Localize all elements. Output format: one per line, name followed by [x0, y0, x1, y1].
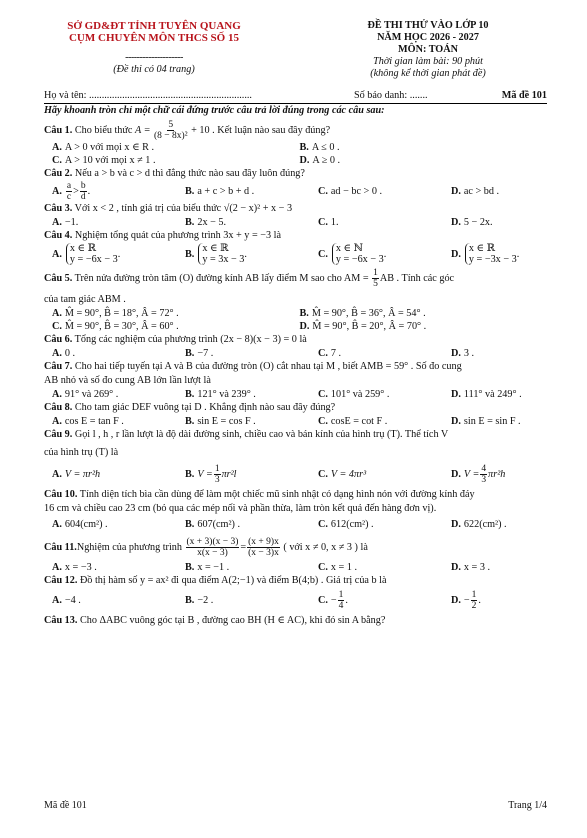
option-text: 0 . [64, 348, 76, 359]
option-letter: C. [318, 389, 328, 400]
option-letter: A. [52, 186, 62, 197]
option-text: V = πr²h [64, 469, 101, 480]
option-letter: B. [185, 389, 195, 400]
option-text: A ≤ 0 . [311, 142, 340, 153]
options [44, 415, 547, 428]
question-text-cont: của tam giác ABM . [44, 294, 126, 305]
option-text: A > 0 với mọi x ∈ R . [64, 142, 155, 153]
denominator: 3 [481, 475, 487, 485]
question-text-cont: của hình trụ (T) là [44, 447, 119, 458]
denominator: 5 [373, 279, 378, 289]
option-b[interactable] [185, 518, 318, 531]
option-letter: D. [451, 416, 461, 427]
fraction [372, 268, 379, 289]
question-number: Câu 5. [44, 272, 73, 284]
question-10 [44, 488, 547, 502]
option-letter: B. [185, 519, 195, 530]
fraction [247, 537, 280, 558]
options [44, 464, 547, 485]
question-text: Gọi l , h , r lần lượt là độ dài đường sinh, chiều cao và bán kính của hình trụ (T). Thể tích V [72, 429, 449, 440]
option-a[interactable] [52, 347, 185, 360]
question-5 [44, 268, 547, 289]
question-text: Đồ thị hàm số y = ax² đi qua điểm A(2;−1) và điểm B(4;b) . Giá trị của b là [77, 575, 387, 586]
option-letter: D. [451, 389, 461, 400]
option-a[interactable] [52, 181, 185, 202]
fraction [186, 537, 240, 558]
footer-exam-code: Mã đề 101 [44, 800, 87, 811]
option-text: sin E = sin F . [463, 416, 521, 427]
option-letter: A. [52, 595, 62, 606]
numerator: 1 [373, 268, 378, 278]
question-13 [44, 614, 547, 628]
cluster-name: CỤM CHUYÊN MÔN THCS SỐ 15 [68, 32, 239, 44]
option-letter: D. [451, 186, 461, 197]
option-letter: D. [451, 469, 461, 480]
option-b[interactable] [185, 464, 318, 485]
option-b[interactable] [185, 216, 318, 229]
subject: MÔN: TOÁN [398, 44, 458, 55]
option-c[interactable] [318, 518, 451, 531]
question-text: Trên nửa đường tròn tâm (O) đường kính AB lấy điểm M sao cho AM = [72, 272, 369, 284]
option-text: a + c > b + d . [197, 186, 255, 197]
system-row: x ∈ ℝ [69, 243, 97, 254]
options [44, 590, 547, 611]
system-row: x ∈ ℝ [202, 243, 229, 254]
option-letter: D. [451, 217, 461, 228]
option-a[interactable] [52, 216, 185, 229]
footer-page-number: Trang 1/4 [508, 800, 547, 811]
option-c[interactable]: C. − $\frac{1}{4}$ . [318, 590, 348, 611]
option-text: ad − bc > 0 . [330, 186, 383, 197]
options [44, 141, 547, 154]
equation-system [66, 243, 118, 265]
numerator: 4 [481, 464, 487, 474]
option-letter: C. [52, 155, 62, 166]
question-text: + 10 . Kết luận nào sau đây đúng? [191, 124, 331, 136]
denominator: 2 [471, 601, 477, 611]
option-text: 91° và 269° . [64, 389, 119, 400]
options [44, 518, 547, 531]
fraction [471, 590, 478, 611]
option-text: V = [197, 469, 213, 480]
numerator: 5 [168, 120, 174, 130]
option-letter: A. [52, 562, 62, 573]
question-4 [44, 229, 547, 243]
question-number: Câu 4. [44, 230, 73, 241]
candidate-info-line [44, 89, 547, 104]
exam-page [44, 20, 547, 628]
option-b[interactable] [185, 185, 318, 198]
question-number: Câu 8. [44, 402, 73, 413]
denominator: (x − 3)x [248, 548, 279, 558]
option-text: M̂ = 90°, B̂ = 36°, Â = 54° . [311, 308, 426, 319]
option-b[interactable] [185, 347, 318, 360]
punctuation: . [87, 186, 91, 197]
duration-note: (không kể thời gian phát đề) [370, 68, 486, 79]
option-letter: D. [451, 595, 461, 606]
question-8 [44, 401, 547, 415]
option-text: x = 1 . [330, 562, 358, 573]
option-a[interactable] [52, 388, 185, 401]
option-d[interactable] [300, 320, 548, 333]
system-row: x ∈ ℕ [335, 243, 363, 254]
option-letter: D. [451, 348, 461, 359]
exam-header [44, 20, 547, 80]
numerator: a [66, 181, 72, 191]
header-dashes: -------------------- [125, 52, 183, 63]
question-number: Câu 1. [44, 124, 73, 136]
option-letter: D. [299, 321, 310, 332]
option-c[interactable] [52, 320, 300, 333]
punctuation: . [244, 248, 247, 260]
numerator: (x + 9)x [248, 537, 279, 547]
options [44, 561, 547, 574]
option-b[interactable] [185, 561, 318, 574]
operator: = [240, 541, 247, 553]
question-number: Câu 2. [44, 168, 73, 179]
option-a[interactable] [52, 518, 185, 531]
option-letter: A. [52, 416, 62, 427]
punctuation: . [117, 248, 121, 260]
option-text: cos E = tan F . [64, 416, 124, 427]
option-a[interactable] [52, 243, 185, 265]
system-row: x ∈ ℝ [468, 243, 496, 254]
option-d[interactable] [451, 185, 499, 198]
option-text: −4 . [64, 595, 81, 606]
question-text: Cho ΔABC vuông góc tại B , đường cao BH (H ∈ AC), khi đó sin A bằng? [77, 615, 386, 626]
question-text: AB . Tính các góc [379, 272, 455, 284]
school-year: NĂM HỌC 2026 - 2027 [377, 32, 479, 43]
equation-system [198, 243, 244, 265]
option-letter: A. [52, 519, 62, 530]
question-text: Cho tam giác DEF vuông tại D . Khẳng định nào sau đây đúng? [72, 402, 336, 413]
option-a[interactable] [52, 141, 300, 154]
options [44, 154, 547, 167]
numerator: (x + 3)(x − 3) [186, 537, 239, 547]
header-left [44, 20, 264, 80]
option-text: −2 . [197, 595, 214, 606]
option-d[interactable] [300, 154, 548, 167]
pages-note: (Đề thi có 04 trang) [113, 64, 195, 75]
option-d[interactable] [451, 216, 493, 229]
options [44, 320, 547, 333]
equation-system [332, 243, 384, 265]
option-text: 101° và 259° . [330, 389, 390, 400]
option-a[interactable] [52, 307, 300, 320]
question-text: Tổng các nghiệm của phương trình (2x − 8)(x − 3) = 0 là [72, 334, 307, 345]
options [44, 307, 547, 320]
option-text: x = −1 . [197, 562, 230, 573]
exam-code: Mã đề 101 [501, 90, 547, 101]
option-letter: C. [318, 416, 328, 427]
options [44, 347, 547, 360]
question-text-cont: 16 cm và chiều cao 23 cm (bỏ qua các mép nối và phần thừa, làm tròn kết quả đến hàng đơn vị). [44, 503, 437, 514]
option-letter: B. [185, 416, 195, 427]
option-letter: A. [52, 348, 62, 359]
option-text: V = 4πr³ [330, 469, 367, 480]
option-text: x = −3 . [64, 562, 97, 573]
denominator: 3 [214, 475, 220, 485]
option-d[interactable] [451, 415, 521, 428]
option-a[interactable] [52, 468, 185, 481]
option-d[interactable]: D. − $\frac{1}{2}$ . [451, 590, 481, 611]
question-number: Câu 10. [44, 489, 78, 500]
option-letter: D. [451, 519, 461, 530]
option-letter: C. [318, 469, 328, 480]
system-row: y = −6x − 3 [335, 254, 384, 265]
numerator: b [80, 181, 86, 191]
option-b[interactable] [185, 388, 318, 401]
option-c[interactable] [318, 185, 451, 198]
fraction [338, 590, 345, 611]
option-letter: C. [318, 217, 328, 228]
question-number: Câu 13. [44, 615, 78, 626]
options [44, 181, 547, 202]
option-text: M̂ = 90°, B̂ = 20°, Â = 70° . [312, 321, 427, 332]
option-d[interactable] [451, 388, 522, 401]
option-text: 111° và 249° . [463, 389, 522, 400]
option-b[interactable] [300, 307, 548, 320]
option-letter: C. [318, 562, 328, 573]
instruction: Hãy khoanh tròn chỉ một chữ cái đứng trước câu trả lời đúng trong các câu sau: [44, 105, 385, 116]
punctuation: . [383, 248, 387, 260]
option-letter: D. [299, 155, 310, 166]
name-field[interactable]: Họ và tên: ................................................................ [44, 90, 252, 101]
option-letter: A. [52, 308, 62, 319]
option-letter: B. [185, 217, 195, 228]
option-d[interactable] [451, 243, 519, 265]
option-c[interactable] [318, 468, 451, 481]
option-b[interactable] [300, 141, 548, 154]
option-letter: C. [52, 321, 62, 332]
option-c[interactable] [318, 347, 451, 360]
denominator: 4 [338, 601, 344, 611]
option-d[interactable] [451, 518, 507, 531]
option-c[interactable] [52, 154, 300, 167]
option-text: πr²l [221, 469, 237, 480]
option-letter: C. [318, 348, 328, 359]
fraction [66, 181, 72, 202]
question-number: Câu 3. [44, 203, 73, 214]
option-b[interactable] [185, 243, 318, 265]
options [44, 243, 547, 265]
question-text: Nghiệm của phương trình [76, 541, 182, 553]
system-row: y = −3x − 3 [468, 254, 517, 265]
numerator: 1 [338, 590, 344, 600]
option-text: 5 − 2x. [463, 217, 493, 228]
options [44, 216, 547, 229]
option-d[interactable] [451, 347, 474, 360]
numerator: 1 [471, 590, 477, 600]
question-text: Cho hai tiếp tuyến tại A và B của đường tròn (O) cắt nhau tại M , biết AMB = 59° . Số đo cung [72, 361, 462, 372]
option-letter: A. [52, 389, 62, 400]
option-letter: C. [318, 186, 328, 197]
question-text: Tính diện tích bìa cần dùng để làm một chiếc mũ sinh nhật có dạng hình nón với đường kính đáy [77, 489, 475, 500]
fraction [80, 181, 87, 202]
option-c[interactable] [318, 388, 451, 401]
page-footer [44, 800, 547, 811]
option-b[interactable] [185, 594, 318, 607]
option-letter: A. [52, 217, 62, 228]
question-text: Nghiệm tổng quát của phương trình 3x + y = −3 là [72, 230, 281, 241]
option-letter: C. [318, 519, 328, 530]
option-text: 612(cm²) . [330, 519, 374, 530]
option-a[interactable] [52, 415, 185, 428]
option-text: −1. [64, 217, 79, 228]
option-text: 7 . [330, 348, 342, 359]
fraction [154, 120, 188, 141]
question-text: ( với x ≠ 0, x ≠ 3 ) là [283, 541, 368, 553]
question-number: Câu 6. [44, 334, 73, 345]
option-text: − [463, 595, 470, 606]
option-text: x = 3 . [463, 562, 491, 573]
denominator: (8 − 8x)² [154, 131, 188, 141]
options [44, 388, 547, 401]
denominator: c [66, 192, 72, 202]
option-text: A > 10 với mọi x ≠ 1 . [64, 155, 156, 166]
question-number: Câu 11. [44, 541, 77, 553]
option-text: −7 . [197, 348, 214, 359]
option-letter: B. [299, 142, 309, 153]
denominator: x(x − 3) [197, 548, 228, 558]
option-letter: C. [318, 248, 328, 260]
question-9 [44, 428, 547, 442]
candidate-number-field[interactable]: Số báo danh: ....... [354, 90, 428, 101]
option-b[interactable] [185, 415, 318, 428]
option-letter: B. [185, 348, 195, 359]
option-a[interactable] [52, 594, 185, 607]
option-letter: B. [185, 562, 195, 573]
question-11 [44, 537, 547, 558]
system-row: y = −6x − 3 [69, 254, 118, 265]
option-letter: B. [185, 248, 195, 260]
option-letter: A. [52, 469, 62, 480]
option-letter: B. [299, 308, 309, 319]
question-number: Câu 12. [44, 575, 78, 586]
option-text: 2x − 5. [197, 217, 227, 228]
header-right [323, 20, 533, 80]
math-lhs: A = [135, 124, 151, 136]
option-text: A ≥ 0 . [312, 155, 341, 166]
fraction [214, 464, 221, 485]
option-letter: B. [185, 595, 195, 606]
option-c[interactable] [318, 415, 451, 428]
equation-system [465, 243, 517, 265]
option-text: 121° và 239° . [197, 389, 256, 400]
option-letter: B. [185, 186, 195, 197]
question-2 [44, 167, 547, 181]
question-number: Câu 9. [44, 429, 73, 440]
punctuation: . [516, 248, 520, 260]
option-c[interactable] [318, 561, 451, 574]
option-letter: B. [185, 469, 195, 480]
exam-title: ĐỀ THI THỬ VÀO LỚP 10 [367, 20, 489, 31]
department-name: SỞ GD&ĐT TỈNH TUYÊN QUANG [67, 20, 241, 32]
option-text: cosE = cot F . [330, 416, 388, 427]
option-letter: D. [451, 248, 461, 260]
option-text: 607(cm²) . [197, 519, 241, 530]
option-c[interactable] [318, 216, 451, 229]
question-12 [44, 574, 547, 588]
option-text: V = [463, 469, 480, 480]
option-a[interactable] [52, 561, 185, 574]
option-text: 1. [330, 217, 339, 228]
question-text: Với x < 2 , tính giá trị của biểu thức √(2 − x)² + x − 3 [72, 203, 293, 214]
question-text: Cho biểu thức [72, 124, 135, 136]
option-text: ac > bd . [463, 186, 500, 197]
option-letter: D. [451, 562, 461, 573]
system-row: y = 3x − 3 [202, 254, 245, 265]
question-6 [44, 333, 547, 347]
option-text: sin E = cos F . [197, 416, 256, 427]
numerator: 1 [214, 464, 220, 474]
question-text: Nếu a > b và c > d thì đẳng thức nào sau đây luôn đúng? [72, 168, 305, 179]
option-text: 622(cm²) . [463, 519, 507, 530]
option-text: M̂ = 90°, B̂ = 30°, Â = 60° . [64, 321, 179, 332]
option-text: 604(cm²) . [64, 519, 108, 530]
option-text: πr²h [488, 469, 506, 480]
question-3 [44, 202, 547, 216]
option-letter: A. [52, 142, 62, 153]
denominator: d [80, 192, 86, 202]
option-letter: C. [318, 595, 328, 606]
question-text-cont: AB nhỏ và số đo cung AB lớn lần lượt là [44, 375, 211, 386]
question-7 [44, 360, 547, 374]
option-text: − [330, 595, 337, 606]
option-text: M̂ = 90°, B̂ = 18°, Â = 72° . [64, 308, 179, 319]
duration: Thời gian làm bài: 90 phút [373, 56, 483, 67]
fraction [480, 464, 487, 485]
question-number: Câu 7. [44, 361, 73, 372]
option-letter: A. [52, 248, 62, 260]
option-d[interactable] [451, 561, 490, 574]
option-text: 3 . [463, 348, 475, 359]
operator: > [73, 186, 79, 197]
option-c[interactable] [318, 243, 451, 265]
question-1 [44, 120, 547, 141]
option-d[interactable] [451, 464, 505, 485]
